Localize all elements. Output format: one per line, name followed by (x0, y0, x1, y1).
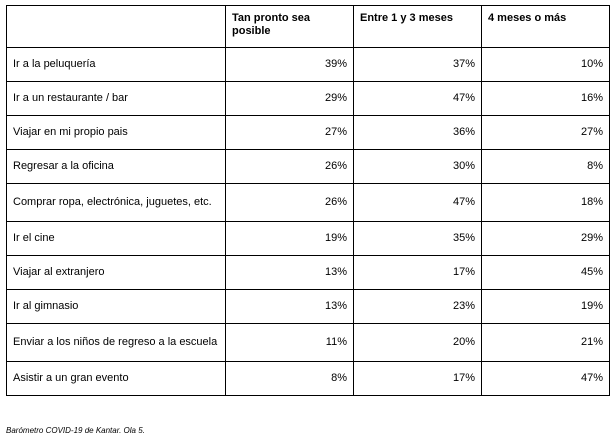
row-label: Ir a un restaurante / bar (7, 82, 226, 116)
table-row (7, 290, 610, 324)
table-row (7, 222, 610, 256)
row-label: Viajar en mi propio pais (7, 116, 226, 150)
row-label: Comprar ropa, electrónica, juguetes, etc. (7, 184, 226, 222)
value-cell: 13% (226, 290, 354, 324)
row-label: Regresar a la oficina (7, 150, 226, 184)
value-cell: 17% (354, 362, 482, 396)
row-label: Asistir a un gran evento (7, 362, 226, 396)
value-cell: 29% (482, 222, 610, 256)
value-cell: 8% (226, 362, 354, 396)
table-row (7, 324, 610, 362)
value-cell: 8% (482, 150, 610, 184)
value-cell: 13% (226, 256, 354, 290)
value-cell: 47% (354, 184, 482, 222)
value-cell: 30% (354, 150, 482, 184)
row-label: Ir el cine (7, 222, 226, 256)
value-cell: 47% (354, 82, 482, 116)
value-cell: 27% (226, 116, 354, 150)
value-cell: 11% (226, 324, 354, 362)
value-cell: 45% (482, 256, 610, 290)
value-cell: 10% (482, 48, 610, 82)
value-cell: 29% (226, 82, 354, 116)
value-cell: 19% (482, 290, 610, 324)
table-row (7, 150, 610, 184)
row-label: Enviar a los niños de regreso a la escuela (7, 324, 226, 362)
table-row (7, 48, 610, 82)
header-cell-empty (7, 6, 226, 48)
value-cell: 35% (354, 222, 482, 256)
value-cell: 20% (354, 324, 482, 362)
value-cell: 26% (226, 150, 354, 184)
value-cell: 17% (354, 256, 482, 290)
value-cell: 27% (482, 116, 610, 150)
value-cell: 18% (482, 184, 610, 222)
header-cell-1-3-months: Entre 1 y 3 meses (354, 6, 482, 48)
table-row (7, 82, 610, 116)
source-note: Barómetro COVID-19 de Kantar. Ola 5. (6, 426, 145, 435)
value-cell: 21% (482, 324, 610, 362)
row-label: Viajar al extranjero (7, 256, 226, 290)
value-cell: 37% (354, 48, 482, 82)
table-row (7, 256, 610, 290)
table-row (7, 184, 610, 222)
table-row (7, 362, 610, 396)
row-label: Ir al gimnasio (7, 290, 226, 324)
value-cell: 16% (482, 82, 610, 116)
value-cell: 19% (226, 222, 354, 256)
table-body (7, 48, 610, 396)
table-row (7, 116, 610, 150)
value-cell: 23% (354, 290, 482, 324)
value-cell: 47% (482, 362, 610, 396)
data-table-container (6, 5, 610, 396)
value-cell: 39% (226, 48, 354, 82)
data-table (6, 5, 610, 396)
row-label: Ir a la peluquería (7, 48, 226, 82)
header-cell-4-plus-months: 4 meses o más (482, 6, 610, 48)
header-row (7, 6, 610, 48)
value-cell: 26% (226, 184, 354, 222)
header-cell-asap: Tan pronto sea posible (226, 6, 354, 48)
value-cell: 36% (354, 116, 482, 150)
